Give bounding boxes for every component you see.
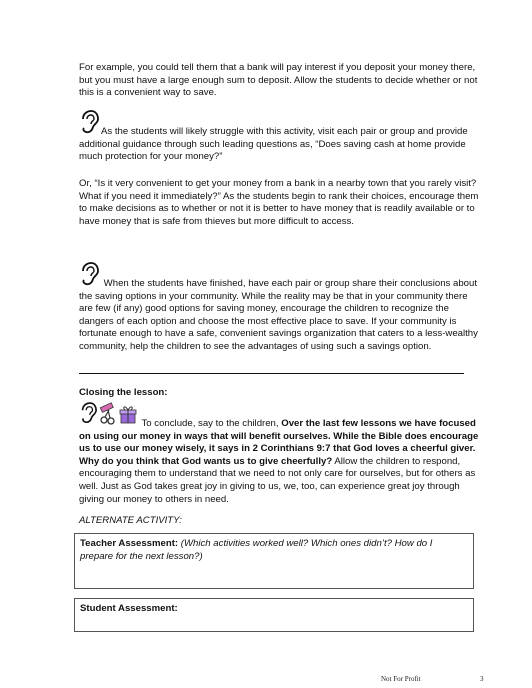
paragraph-share-text: When the students have finished, have each pair or group share their conclusions about the saving options in your community. While the reality may be that in your community there are few (if any) good options for saving money, encourage the children to recognize the dangers of each option and choose the most effective place to save. If your community is fortunate enough to have a safe, convenient savings organization that caters to a less-wealthy community, help the children to see the advantages of using such a savings option. — [79, 278, 478, 352]
section-divider — [79, 373, 464, 374]
paragraph-closing — [79, 400, 479, 506]
page-number: 3 — [480, 675, 484, 683]
closing-heading: Closing the lesson: — [79, 387, 168, 398]
scissors-icon — [99, 400, 117, 431]
paragraph-guidance — [79, 110, 479, 164]
paragraph-guidance-text: As the students will likely struggle with this activity, visit each pair or group and provide additional guidance through such leading questions as, “Does saving cash at home provide much protection for your money?” — [79, 126, 468, 163]
gift-box-icon — [119, 400, 137, 431]
closing-rest-text: Allow the children to respond, encouraging them to understand that we need to not only care for ourselves, but for others as well. Just as God takes great joy in giving to us, we, too, can experience great joy through giving our money to others in need. — [79, 455, 476, 505]
alternate-activity-label: ALTERNATE ACTIVITY: — [79, 515, 182, 526]
student-assessment-box[interactable] — [74, 598, 474, 632]
teacher-assessment-label: Teacher Assessment: — [80, 538, 179, 549]
footer-not-for-profit: Not For Profit — [381, 675, 421, 683]
paragraph-convenience: Or, “Is it very convenient to get your money from a bank in a nearby town that you rarely visit? What if you need it immediately?” As the students begin to rank their choices, encourage them to make decisions as to whether or not it is better to have money that is readily available or to have money that is safe from thieves but more difficult to access. — [79, 178, 479, 227]
closing-intro-text: To conclude, say to the children, — [141, 418, 279, 429]
paragraph-share-conclusions — [79, 262, 479, 354]
ear-icon — [79, 262, 99, 291]
closing-scripture-text: Over the last few lessons we have focused on using our money in ways that will benefit ourselves. While the Bible does encourage us to use our money wisely, it says in 2 Corinthians 9:7 that God loves a cheerful giver. Why do you think that God wants us to give cheerfully? — [79, 418, 479, 467]
ear-icon — [79, 110, 99, 139]
student-assessment-label: Student Assessment: — [80, 603, 178, 614]
paragraph-bank-interest: For example, you could tell them that a bank will pay interest if you deposit your money there, but you must have a large enough sum to deposit. Allow the students to decide whether or not this is a convenient way to save. — [79, 62, 478, 99]
teacher-assessment-box[interactable] — [74, 533, 474, 589]
teacher-assessment-prompt: (Which activities worked well? Which ones didn’t? How do I prepare for the next lesson?) — [80, 538, 433, 562]
ear-icon — [79, 400, 97, 431]
